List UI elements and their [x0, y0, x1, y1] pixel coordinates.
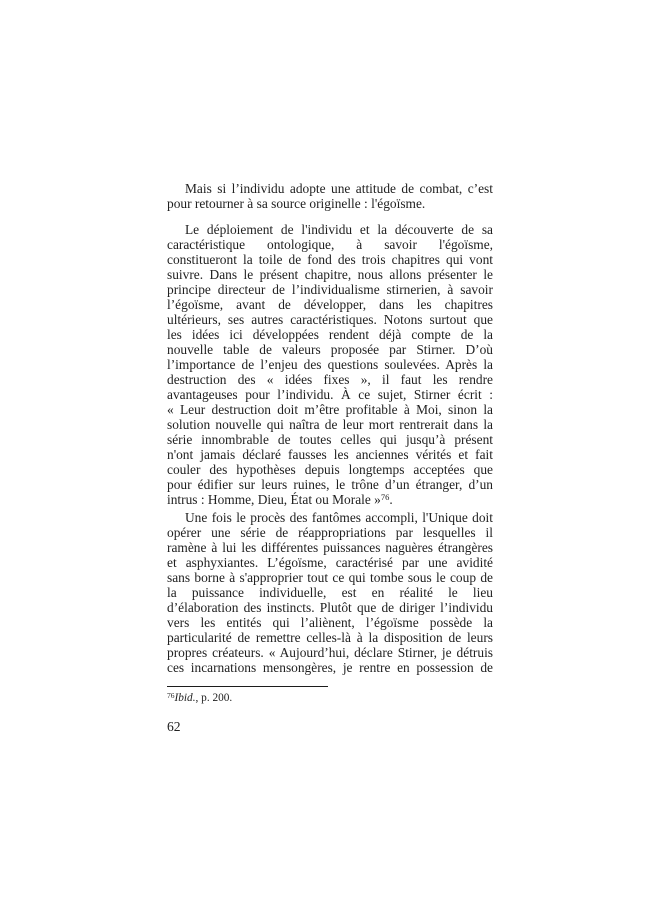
- text-line: Le déploiement de l'individu et la découverte de sa: [185, 222, 493, 237]
- text-line: l’égoïsme, avant de développer, dans les chapitres: [167, 297, 493, 312]
- body-text: [167, 181, 493, 675]
- text-line: pour édifier sur leurs ruines, le trône d’un étranger, d’un: [167, 477, 493, 492]
- text-line: vers les entités qui l’aliènent, l’égoïsme possède la: [167, 615, 493, 630]
- text-line: « Leur destruction doit m’être profitable à Moi, sinon la: [167, 402, 493, 417]
- text-line: Mais si l’individu adopte une attitude de combat, c’est: [185, 181, 493, 196]
- text-line: solution nouvelle qui naîtra de leur mort rentrerait dans la: [167, 417, 493, 432]
- text-line: Une fois le procès des fantômes accompli, l'Unique doit: [185, 510, 493, 525]
- text-line: ramène à lui les différentes puissances naguères étrangères: [167, 540, 493, 555]
- paragraph: [167, 510, 493, 675]
- text-line: intrus : Homme, Dieu, État ou Morale »$^{76}$.: [167, 491, 393, 507]
- text-line: principe directeur de l’individualisme stirnerien, à savoir: [167, 282, 493, 297]
- text-line: caractéristique ontologique, à savoir l'égoïsme,: [167, 237, 493, 252]
- paragraph: [167, 181, 493, 211]
- footnote-area: [167, 686, 493, 705]
- paragraph: [167, 222, 493, 507]
- footnote-ref: 76: [380, 491, 390, 502]
- text-line: opérer une série de réappropriations par lesquelles il: [167, 525, 493, 540]
- text-line: ultérieurs, ses autres caractéristiques. Notons surtout que: [167, 312, 493, 327]
- text-line: destruction des « idées fixes », il faut les rendre: [167, 372, 493, 387]
- text-line: couler des hypothèses depuis longtemps acceptées que: [167, 462, 493, 477]
- text-line: d’élaboration des instincts. Plutôt que de diriger l’individu: [167, 600, 493, 615]
- text-line: la puissance individuelle, est en réalité le lieu: [167, 585, 493, 600]
- footnote-divider: [167, 686, 328, 687]
- footnote-work-title: Ibid.: [174, 692, 196, 704]
- text-line: les idées ici développées rendent déjà compte de la: [167, 327, 493, 342]
- text-line: nouvelle table de valeurs proposée par Stirner. D’où: [167, 342, 493, 357]
- footnote: [167, 692, 493, 705]
- text-line: série innombrable de toutes celles qui jusqu’à présent: [167, 432, 493, 447]
- page-number: 62: [167, 719, 181, 734]
- text-line: sans borne à s'approprier tout ce qui tombe sous le coup de: [167, 570, 493, 585]
- text-line: avantageuses pour l’individu. À ce sujet, Stirner écrit :: [167, 387, 493, 402]
- text-line: et asphyxiantes. L’égoïsme, caractérisé par une avidité: [167, 555, 493, 570]
- text-line: l’importance de l’enjeu des questions soulevées. Après la: [167, 357, 493, 372]
- text-line: propres créateurs. « Aujourd’hui, déclare Stirner, je détruis: [167, 645, 493, 660]
- text-line: suivre. Dans le présent chapitre, nous allons présenter le: [167, 267, 493, 282]
- footnote-marker: 76: [167, 690, 175, 700]
- text-line: n'ont jamais déclaré fausses les anciennes vérités et fait: [167, 447, 493, 462]
- text-line: constitueront la toile de fond des trois chapitres qui vont: [167, 252, 493, 267]
- text-line: ces incarnations mensongères, je rentre en possession de: [167, 660, 493, 675]
- footnote-page-ref: , p. 200.: [195, 692, 233, 704]
- text-line: particularité de remettre celles-là à la disposition de leurs: [167, 630, 493, 645]
- text-line: pour retourner à sa source originelle : l'égoïsme.: [167, 196, 426, 211]
